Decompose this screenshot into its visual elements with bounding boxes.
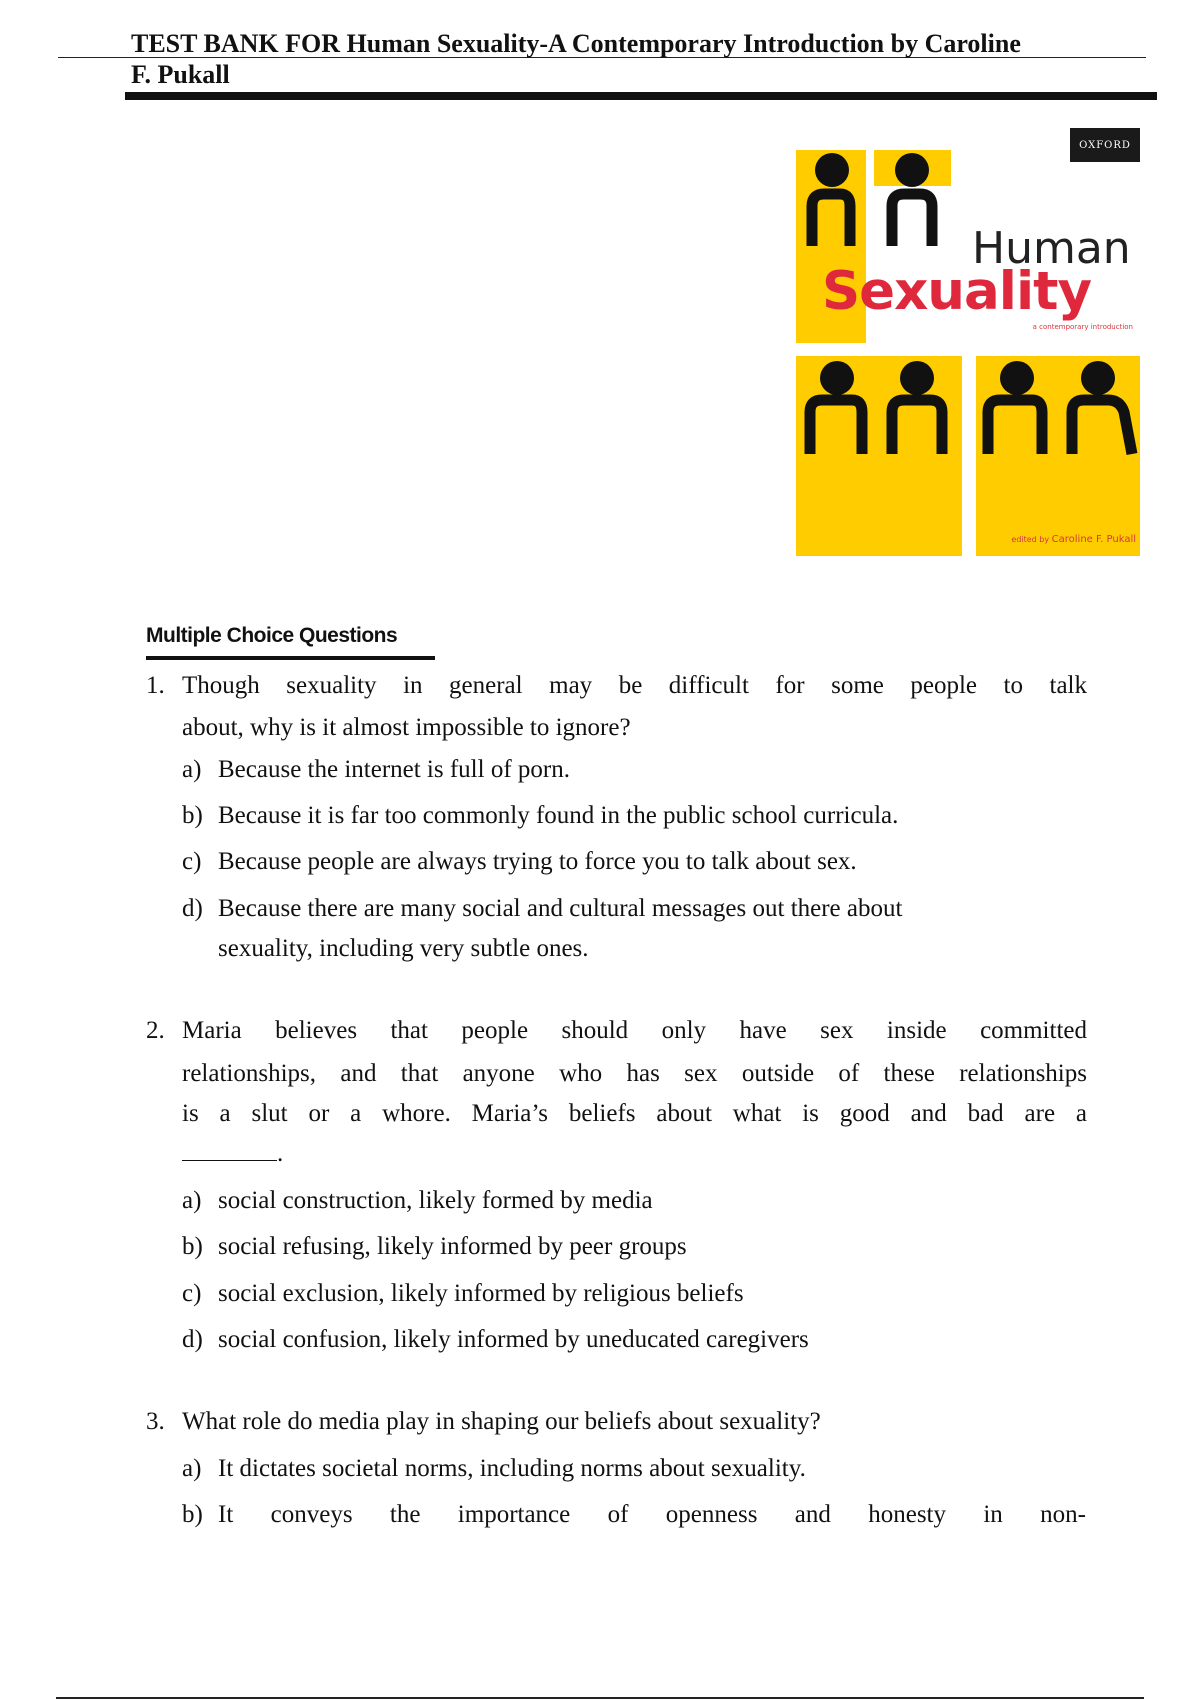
option-text: social construction, likely formed by media (218, 1187, 653, 1214)
question-stem-line: about, why is it almost impossible to ignore? (182, 714, 631, 741)
option-text: sexuality, including very subtle ones. (218, 935, 589, 962)
question-stem-line: What role do media play in shaping our beliefs about sexuality? (182, 1408, 821, 1435)
cover-figures-icon (792, 128, 1142, 558)
option-letter: a) (182, 756, 202, 783)
section-heading: Multiple Choice Questions (146, 624, 435, 660)
option-letter: b) (182, 1501, 203, 1528)
document-title-line-1: TEST BANK FOR Human Sexuality-A Contemporary Introduction by Caroline (131, 29, 1021, 58)
option-letter: a) (182, 1187, 202, 1214)
cover-editor-name: Caroline F. Pukall (1051, 534, 1136, 545)
footer-rule (56, 1697, 1144, 1699)
option-text: It dictates societal norms, including norms about sexuality. (218, 1455, 806, 1482)
option-letter: d) (182, 1326, 203, 1353)
blank-line (182, 1142, 277, 1161)
option-text: social exclusion, likely informed by religious beliefs (218, 1280, 744, 1307)
cover-title-sexuality: Sexuality (822, 261, 1092, 322)
cover-subtitle: a contemporary introduction (1032, 323, 1133, 331)
option-text: Because there are many social and cultural messages out there about (218, 895, 903, 922)
question-number: 1. (146, 672, 165, 699)
cover-editor-prefix: edited by (1011, 535, 1050, 544)
cover-editor (980, 534, 1136, 545)
cover-title-human: Human (972, 223, 1131, 274)
question-stem-line: relationships, and that anyone who has sex outside of these relationships (182, 1060, 1087, 1087)
option-letter: c) (182, 1280, 202, 1307)
question-number: 3. (146, 1408, 165, 1435)
question-stem-line: is a slut or a whore. Maria’s beliefs about what is good and bad are a (182, 1100, 1087, 1127)
document-title (131, 28, 1131, 90)
question-number: 2. (146, 1017, 165, 1044)
answer-blank (182, 1140, 1087, 1168)
option-text: social confusion, likely informed by uneducated caregivers (218, 1326, 809, 1353)
publisher-logo: OXFORD (1070, 128, 1140, 162)
option-text: Because people are always trying to force you to talk about sex. (218, 848, 857, 875)
question-stem-line: Maria believes that people should only have sex inside committed (182, 1017, 1087, 1044)
option-text: social refusing, likely informed by peer groups (218, 1233, 687, 1260)
document-title-line-2: F. Pukall (131, 60, 230, 89)
option-text: Because it is far too commonly found in the public school curricula. (218, 802, 899, 829)
header-divider (125, 92, 1157, 100)
option-text: It conveys the importance of openness and honesty in non- (218, 1501, 1086, 1528)
option-letter: b) (182, 802, 203, 829)
option-letter: d) (182, 895, 203, 922)
book-cover (792, 128, 1142, 558)
option-text: Because the internet is full of porn. (218, 756, 570, 783)
option-letter: b) (182, 1233, 203, 1260)
blank-suffix: . (277, 1140, 284, 1167)
option-letter: c) (182, 848, 202, 875)
question-stem-line: Though sexuality in general may be difficult for some people to talk (182, 672, 1087, 699)
option-letter: a) (182, 1455, 202, 1482)
